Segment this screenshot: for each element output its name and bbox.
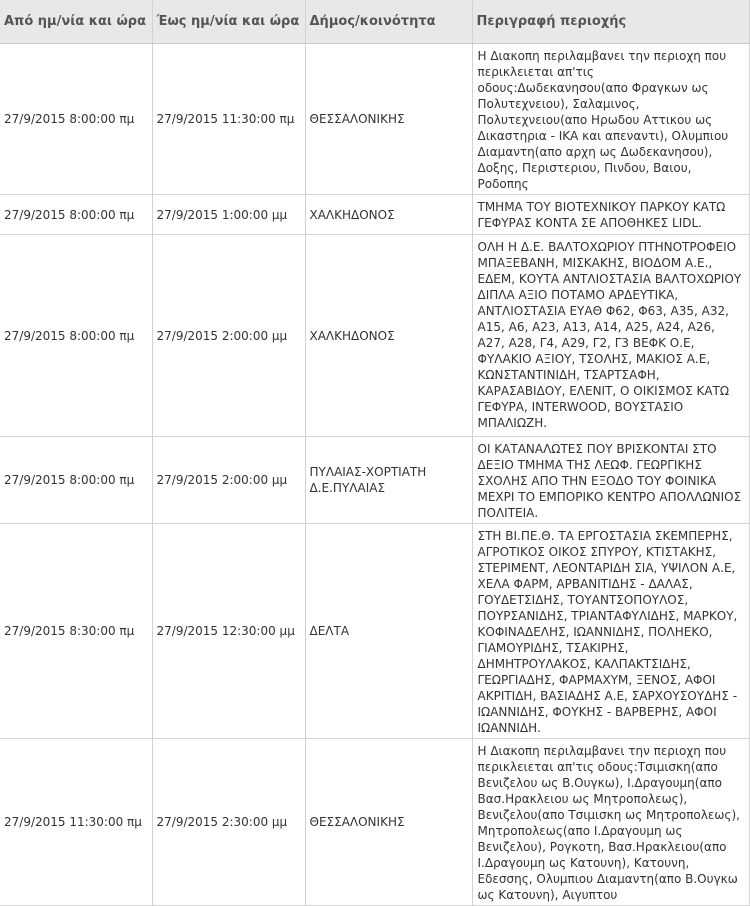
area-description: ΤΜΗΜΑ ΤΟΥ ΒΙΟΤΕΧΝΙΚΟΥ ΠΑΡΚΟΥ ΚΑΤΩ ΓΕΦΥΡΑΣ ΚΟΝΤΑ ΣΕ ΑΠΟΘΗΚΕΣ LIDL. bbox=[472, 195, 749, 235]
table-row bbox=[0, 437, 749, 524]
municipality: ΠΥΛΑΙΑΣ-ΧΟΡΤΙΑΤΗ Δ.Ε.ΠΥΛΑΙΑΣ bbox=[305, 437, 472, 524]
to-datetime: 27/9/2015 2:00:00 μμ bbox=[152, 235, 305, 437]
municipality: ΧΑΛΚΗΔΟΝΟΣ bbox=[305, 195, 472, 235]
municipality: ΔΕΛΤΑ bbox=[305, 524, 472, 739]
header-row bbox=[0, 0, 749, 44]
table-row bbox=[0, 195, 749, 235]
table-row bbox=[0, 524, 749, 739]
table-row bbox=[0, 44, 749, 195]
to-datetime: 27/9/2015 2:30:00 μμ bbox=[152, 739, 305, 906]
area-description: Η Διακοπη περιλαμβανει την περιοχη που περικλειεται απ'τις οδους:Τσιμισκη(απο Βενιζελου ως Β.Ουγκω), Ι.Δραγουμη(απο Βασ.Ηρακλειου ως Μητροπολεως), Βενιζελου(απο Τσιμισκη ως Μητροπολεως), Μητροπολεως(απο Ι.Δραγουμη ως Βενιζελου), Ρογκοτη, Βασ.Ηρακλειου(απο Ι.Δραγουμη ως Κατουνη), Κατουνη, Εδεσσης, Ολυμπιου Διαμαντη(απο Β.Ουγκω ως Κατουνη), Αιγυπτου bbox=[472, 739, 749, 906]
area-description: ΟΛΗ Η Δ.Ε. ΒΑΛΤΟΧΩΡΙΟΥ ΠΤΗΝΟΤΡΟΦΕΙΟ ΜΠΑΞΕΒΑΝΗ, ΜΙΣΚΑΚΗΣ, ΒΙΟΔΟΜ Α.Ε., ΕΔΕΜ, ΚΟΥΤΑ ΑΝΤΛΙΟΣΤΑΣΙΑ ΒΑΛΤΟΧΩΡΙΟΥ ΔΙΠΛΑ ΑΞΙΟ ΠΟΤΑΜΟ ΑΡΔΕΥΤΙΚΑ, ΑΝΤΛΙΟΣΤΑΣΙΑ ΕΥΑΘ Φ62, Φ63, Α35, Α32, Α15, Α6, Α23, Α13, Α14, Α25, Α24, Α26, Α27, Α28, Γ4, Α29, Γ2, Γ3 ΒΕΦΚ Ο.Ε, ΦΥΛΑΚΙΟ ΑΞΙΟΥ, ΤΣΟΛΗΣ, ΜΑΚΙΟΣ Α.Ε, ΚΩΝΣΤΑΝΤΙΝΙΔΗ, ΤΣΑΡΤΣΑΦΗ, ΚΑΡΑΣΑΒΙΔΟΥ, ΕΛΕΝΙΤ, Ο ΟΙΚΙΣΜΟΣ ΚΑΤΩ ΓΕΦΥΡΑ, INTERWOOD, ΒΟΥΣΤΑΣΙΟ ΜΠΑΛΙΩΖΗ. bbox=[472, 235, 749, 437]
table-row bbox=[0, 739, 749, 906]
to-datetime: 27/9/2015 12:30:00 μμ bbox=[152, 524, 305, 739]
table-row bbox=[0, 235, 749, 437]
area-description: Η Διακοπη περιλαμβανει την περιοχη που περικλειεται απ'τις οδους:Δωδεκανησου(απο Φραγκων ως Πολυτεχνειου), Σαλαμινος, Πολυτεχνειου(απο Ηρωδου Αττικου ως Δικαστηρια - ΙΚΑ και απεναντι), Ολυμπιου Διαμαντη(απο αρχη ως Δωδεκανησου), Δοξης, Περιστεριου, Πινδου, Βαιου, Ροδοπης bbox=[472, 44, 749, 195]
header-from[interactable]: Από ημ/νία και ώρα bbox=[0, 0, 152, 44]
area-description: ΟΙ ΚΑΤΑΝΑΛΩΤΕΣ ΠΟΥ ΒΡΙΣΚΟΝΤΑΙ ΣΤΟ ΔΕΞΙΟ ΤΜΗΜΑ ΤΗΣ ΛΕΩΦ. ΓΕΩΡΓΙΚΗΣ ΣΧΟΛΗΣ ΑΠΟ ΤΗΝ ΕΞΟΔΟ ΤΟΥ ΦΟΙΝΙΚΑ ΜΕΧΡΙ ΤΟ ΕΜΠΟΡΙΚΟ ΚΕΝΤΡΟ ΑΠΟΛΛΩΝΙΟΣ ΠΟΛΙΤΕΙΑ. bbox=[472, 437, 749, 524]
municipality: ΘΕΣΣΑΛΟΝΙΚΗΣ bbox=[305, 44, 472, 195]
header-municipality[interactable]: Δήμος/κοινότητα bbox=[305, 0, 472, 44]
from-datetime: 27/9/2015 8:00:00 πμ bbox=[0, 195, 152, 235]
to-datetime: 27/9/2015 11:30:00 πμ bbox=[152, 44, 305, 195]
header-area-description[interactable]: Περιγραφή περιοχής bbox=[472, 0, 749, 44]
municipality: ΧΑΛΚΗΔΟΝΟΣ bbox=[305, 235, 472, 437]
to-datetime: 27/9/2015 1:00:00 μμ bbox=[152, 195, 305, 235]
area-description: ΣΤΗ ΒΙ.ΠΕ.Θ. ΤΑ ΕΡΓΟΣΤΑΣΙΑ ΣΚΕΜΠΕΡΗΣ, ΑΓΡΟΤΙΚΟΣ ΟΙΚΟΣ ΣΠΥΡΟΥ, ΚΤΙΣΤΑΚΗΣ, ΣΤΕΡΙΜΕΝΤ, ΛΕΟΝΤΑΡΙΔΗ ΣΙΑ, ΥΨΙΛΟΝ Α.Ε, ΧΕΛΑ ΦΑΡΜ, ΑΡΒΑΝΙΤΙΔΗΣ - ΔΑΛΑΣ, ΓΟΥΔΕΤΣΙΔΗΣ, ΤΟΥΑΝΤΣΟΠΟΥΛΟΣ, ΠΟΥΡΣΑΝΙΔΗΣ, ΤΡΙΑΝΤΑΦΥΛΙΔΗΣ, ΜΑΡΚΟΥ, ΚΟΦΙΝΑΔΕΛΗΣ, ΙΩΑΝΝΙΔΗΣ, ΠΟΛΗΕΚΟ, ΓΙΑΜΟΥΡΙΔΗΣ, ΤΣΑΚΙΡΗΣ, ΔΗΜΗΤΡΟΥΛΑΚΟΣ, ΚΑΛΠΑΚΤΣΙΔΗΣ, ΓΕΩΡΓΙΑΔΗΣ, ΦΑΡΜΑΧΥΜ, ΞΕΝΟΣ, ΑΦΟΙ ΑΚΡΙΤΙΔΗ, ΒΑΣΙΑΔΗΣ Α.Ε, ΣΑΡΧΟΥΣΟΥΔΗΣ - ΙΩΑΝΝΙΔΗΣ, ΦΟΥΚΗΣ - ΒΑΡΒΕΡΗΣ, ΑΦΟΙ ΙΩΑΝΝΙΔΗ. bbox=[472, 524, 749, 739]
from-datetime: 27/9/2015 8:00:00 πμ bbox=[0, 235, 152, 437]
from-datetime: 27/9/2015 8:00:00 πμ bbox=[0, 437, 152, 524]
from-datetime: 27/9/2015 11:30:00 πμ bbox=[0, 739, 152, 906]
from-datetime: 27/9/2015 8:30:00 πμ bbox=[0, 524, 152, 739]
from-datetime: 27/9/2015 8:00:00 πμ bbox=[0, 44, 152, 195]
header-to[interactable]: Έως ημ/νία και ώρα bbox=[152, 0, 305, 44]
to-datetime: 27/9/2015 2:00:00 μμ bbox=[152, 437, 305, 524]
municipality: ΘΕΣΣΑΛΟΝΙΚΗΣ bbox=[305, 739, 472, 906]
